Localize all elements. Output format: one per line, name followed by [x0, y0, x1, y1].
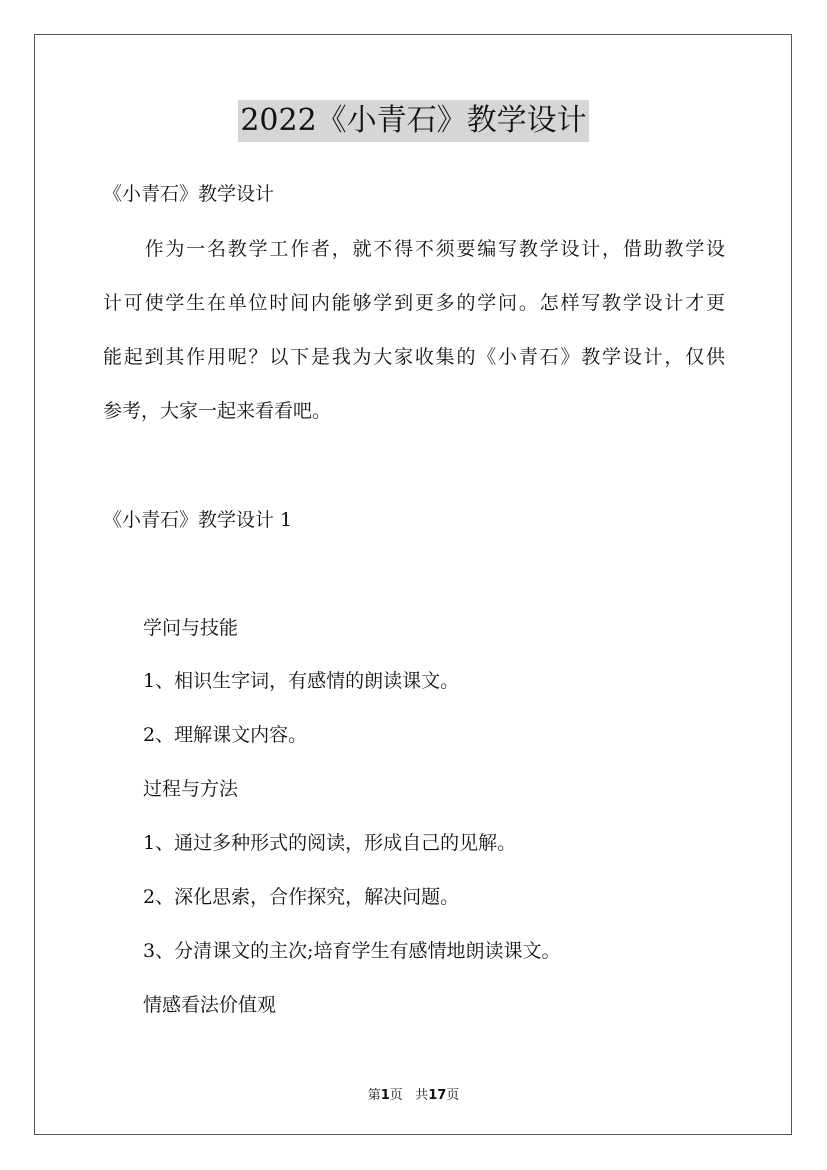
- footer-total-pages: 17: [428, 1088, 447, 1103]
- document-title: [0, 100, 827, 142]
- list-item: 2、理解课文内容。: [143, 724, 308, 746]
- section-heading: 情感看法价值观: [143, 994, 277, 1016]
- footer-total-prefix: 共: [415, 1088, 429, 1103]
- section-heading: 学问与技能: [143, 617, 239, 639]
- list-item: 1、通过多种形式的阅读，形成自己的见解。: [143, 832, 517, 854]
- intro-paragraph-line: 计可使学生在单位时间内能够学到更多的学问。怎样写教学设计才更: [103, 292, 725, 314]
- page-footer: [0, 1084, 827, 1103]
- footer-page-suffix: 页: [389, 1088, 403, 1103]
- section-title: 《小青石》教学设计 1: [103, 509, 293, 531]
- document-title-text: 2022《小青石》教学设计: [238, 100, 588, 142]
- list-item: 3、分清课文的主次;培育学生有感情地朗读课文。: [143, 940, 561, 962]
- list-item: 2、深化思索，合作探究，解决问题。: [143, 886, 460, 908]
- list-item: 1、相识生字词，有感情的朗读课文。: [143, 670, 460, 692]
- footer-page-prefix: 第: [367, 1088, 381, 1103]
- intro-paragraph-line: 能起到其作用呢？以下是我为大家收集的《小青石》教学设计，仅供: [103, 346, 725, 368]
- intro-paragraph-line: 作为一名教学工作者，就不得不须要编写教学设计，借助教学设: [103, 238, 725, 260]
- footer-total-suffix: 页: [446, 1088, 460, 1103]
- section-heading: 过程与方法: [143, 778, 239, 800]
- intro-paragraph-line: 参考，大家一起来看看吧。: [103, 400, 332, 422]
- footer-page-number: 1: [380, 1088, 390, 1103]
- document-subtitle: 《小青石》教学设计: [103, 183, 275, 205]
